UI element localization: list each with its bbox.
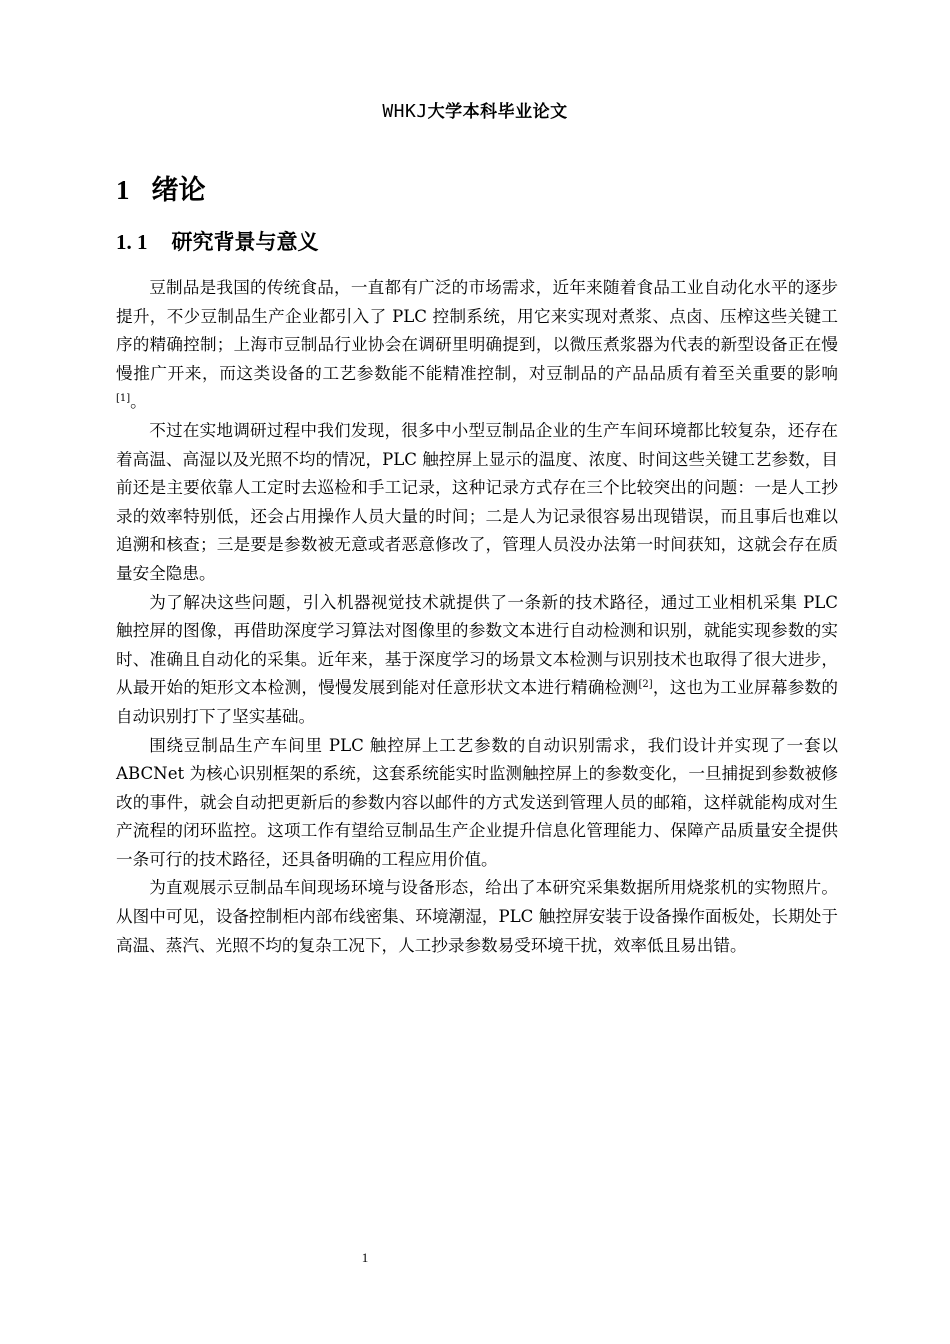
- section-number: 1. 1: [116, 230, 148, 254]
- paragraph-text: 为直观展示豆制品车间现场环境与设备形态，给出了本研究采集数据所用烧浆机的实物照片。从图中可见，设备控制柜内部布线密集、环境潮湿，PLC 触控屏安装于设备操作面板处，长期处于高温、蒸汽、光照不均的复杂工况下，人工抄录参数易受环境干扰，效率低且易出错。: [116, 878, 838, 955]
- paragraph-tail: ，这也为工业屏幕参数的自动识别打下了坚实基础。: [116, 678, 839, 726]
- paragraph-tail: 。: [130, 392, 147, 412]
- body-text: [116, 274, 838, 960]
- section-title: 研究背景与意义: [171, 230, 319, 254]
- citation-ref[interactable]: [2]: [638, 679, 653, 691]
- page-number: 1: [361, 1250, 369, 1265]
- paragraph-2: [116, 417, 838, 589]
- chapter-heading: [116, 168, 206, 207]
- paragraph-5: [116, 874, 838, 960]
- paragraph-3: [116, 589, 838, 732]
- paragraph-text: 围绕豆制品生产车间里 PLC 触控屏上工艺参数的自动识别需求，我们设计并实现了一套以 ABCNet 为核心识别框架的系统，这套系统能实时监测触控屏上的参数变化，一旦捕捉到参数被修改的事件，就会自动把更新后的参数内容以邮件的方式发送到管理人员的邮箱，这样就能构成对生产流程的闭环监控。这项工作有望给豆制品生产企业提升信息化管理能力、保障产品质量安全提供一条可行的技术路径，还具备明确的工程应用价值。: [116, 735, 838, 869]
- header-title: 大学本科毕业论文: [427, 102, 568, 122]
- paragraph-4: [116, 732, 838, 875]
- chapter-title: 绪论: [151, 175, 206, 206]
- header-prefix: WHKJ: [382, 101, 428, 122]
- paragraph-text: 不过在实地调研过程中我们发现，很多中小型豆制品企业的生产车间环境都比较复杂，还存在着高温、高湿以及光照不均的情况，PLC 触控屏上显示的温度、浓度、时间这些关键工艺参数，目前还是主要依靠人工定时去巡检和手工记录，这种记录方式存在三个比较突出的问题：一是人工抄录的效率特别低，还会占用操作人员大量的时间；二是人为记录很容易出现错误，而且事后也难以追溯和核查；三是要是参数被无意或者恶意修改了，管理人员没办法第一时间获知，这就会存在质量安全隐患。: [116, 420, 838, 583]
- paragraph-1: [116, 274, 838, 417]
- section-heading: [116, 226, 319, 256]
- citation-ref[interactable]: [1]: [116, 393, 131, 405]
- running-header: [0, 97, 950, 122]
- paragraph-text: 为了解决这些问题，引入机器视觉技术就提供了一条新的技术路径，通过工业相机采集 PLC 触控屏的图像，再借助深度学习算法对图像里的参数文本进行自动检测和识别，就能实现参数的实时、准确且自动化的采集。近年来，基于深度学习的场景文本检测与识别技术也取得了很大进步，从最开始的矩形文本检测，慢慢发展到能对任意形状文本进行精确检测: [116, 592, 838, 698]
- paragraph-text: 豆制品是我国的传统食品，一直都有广泛的市场需求，近年来随着食品工业自动化水平的逐步提升，不少豆制品生产企业都引入了 PLC 控制系统，用它来实现对煮浆、点卤、压榨这些关键工序的精确控制；上海市豆制品行业协会在调研里明确提到，以微压煮浆器为代表的新型设备正在慢慢推广开来，而这类设备的工艺参数能不能精准控制，对豆制品的产品品质有着至关重要的影响: [116, 278, 838, 383]
- chapter-number: 1: [116, 175, 130, 205]
